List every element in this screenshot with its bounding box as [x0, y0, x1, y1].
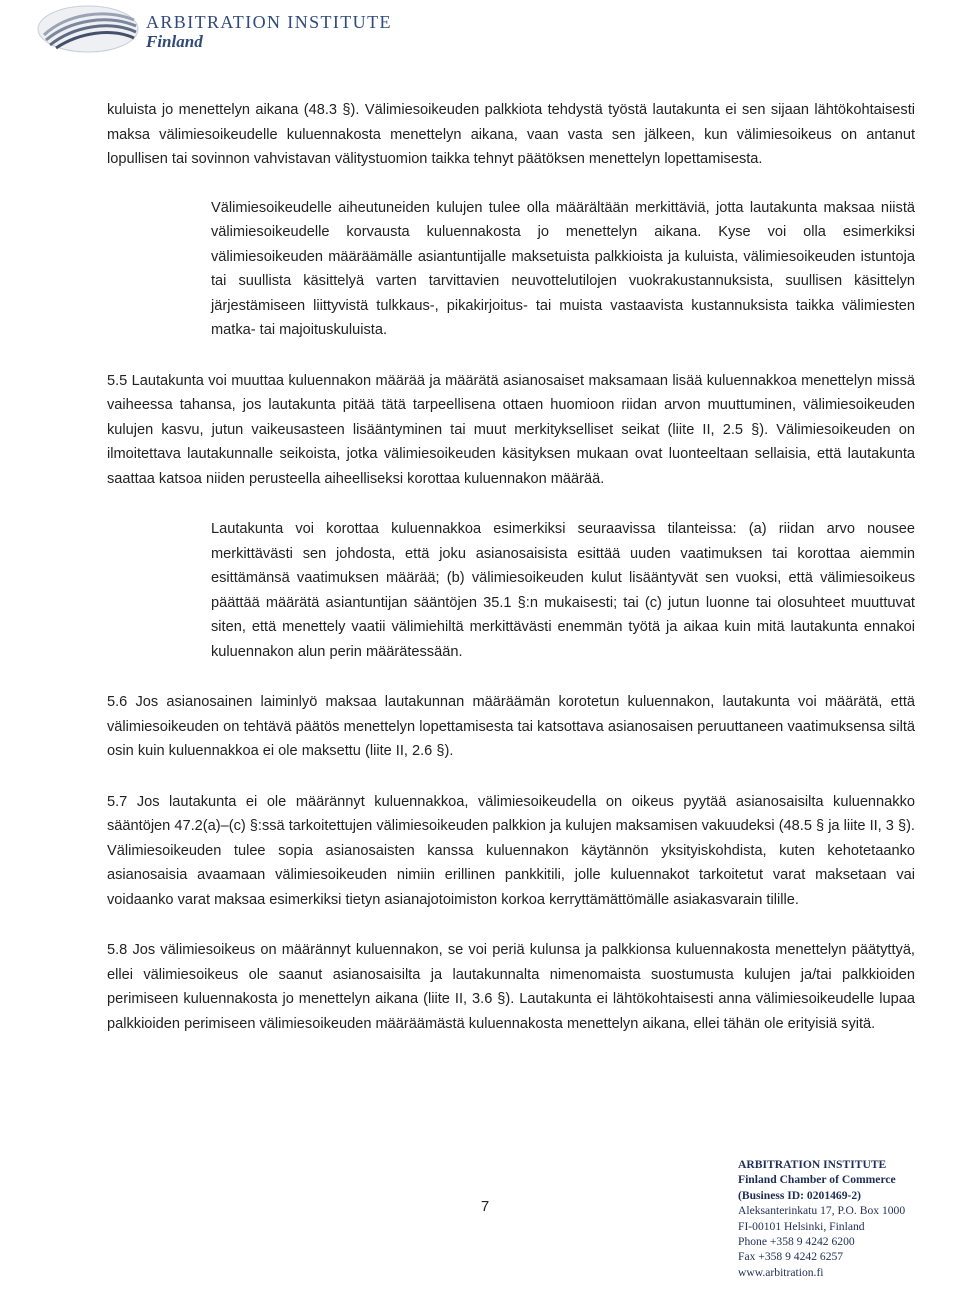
paragraph-5-8: 5.8 Jos välimiesoikeus on määrännyt kuluennakon, se voi periä kulunsa ja palkkionsa kuluennakosta menettelyn päätyttyä, ellei välimiesoikeus ole saanut asianosaisilta ja lautakunnalta nimenomaista suostumusta kulujen ja/tai palkkioiden perimiseen kuluennakosta jo menettelyn aikana (liite II, 3.6 §). Lautakunta ei lähtökohtaisesti anna välimiesoikeudelle lupaa palkkioiden perimiseen välimiesoikeuden määräämästä kuluennakosta menettelyn aikana, ellei tähän ole erityisiä syitä. — [107, 942, 915, 1032]
footer-business-id: (Business ID: 0201469-2) — [738, 1188, 862, 1202]
document-body — [107, 98, 915, 1036]
page-header — [36, 2, 396, 58]
footer-address: Aleksanterinkatu 17, P.O. Box 1000 — [738, 1204, 906, 1218]
arbitration-institute-logo — [36, 2, 140, 56]
paragraph-5-5: 5.5 Lautakunta voi muuttaa kuluennakon määrää ja määrätä asianosaiset maksamaan lisää kuluennakkoa menettelyn missä vaiheessa tahansa, jos lautakunta pitää tätä tarpeellisena ottaen huomioon riidan arvon muuttuminen, välimiesoikeuden kulujen kasvu, jutun vaikeusasteen lisääntyminen tai muut merkitykselliset seikat (liite II, 2.5 §). Välimiesoikeuden on ilmoitettava lautakunnalle seikoista, jotka välimiesoikeuden käsityksen mukaan ovat luonteeltaan sellaisia, että lautakunta saattaa katsoa niiden perusteella aiheelliseksi korottaa kuluennakon määrää. — [107, 372, 915, 487]
paragraph-5-5-indented: Lautakunta voi korottaa kuluennakkoa esimerkiksi seuraavissa tilanteissa: (a) riidan arvo nousee merkittävästi sen johdosta, että joku asianosaisista esittää uuden vaatimuksen tai korottaa aiemmin esittämänsä vaatimuksen määrää; (b) välimiesoikeuden kulut lisääntyvät sen vuoksi, että välimiesoikeus päättää määrätä asiantuntijan sääntöjen 35.1 §:n mukaisesti; tai (c) jutun luonne tai olosuhteet muuttuvat siten, että menettely vaatii välimiehiltä merkittävästi enemmän työtä ja aikaa kuin mitä lautakunta ennakoi kuluennakon alun perin määrätessään. — [211, 521, 915, 660]
paragraph-5-6: 5.6 Jos asianosainen laiminlyö maksaa lautakunnan määräämän korotetun kuluennakon, lautakunta voi määrätä, että välimiesoikeuden on tehtävä päätös menettelyn lopettamisesta tai katsottava asianosaisen peruuttaneen vaatimuksensa siltä osin kuin kuluennakkoa ei ole maksettu (liite II, 2.6 §). — [107, 694, 915, 759]
header-org-name: ARBITRATION INSTITUTE — [146, 12, 392, 32]
footer-org-name: ARBITRATION INSTITUTE — [738, 1158, 887, 1171]
header-country: Finland — [146, 32, 203, 51]
footer-city: FI-00101 Helsinki, Finland — [738, 1219, 865, 1233]
paragraph-5-7: 5.7 Jos lautakunta ei ole määrännyt kuluennakkoa, välimiesoikeudella on oikeus pyytää asianosaisilta kuluennakko sääntöjen 47.2(a)–(c) §:ssä tarkoitettujen välimiesoikeuden palkkion ja kulujen maksamisen vakuudeksi (48.5 § ja liite II, 3 §). Välimiesoikeuden tulee sopia asianosaisten kanssa kuluennakon käytännön yksityiskohdista, kuten kehotetaanko asianosaisia avaamaan välimiesoikeuden nimiin erillinen pankkitili, jolle kuluennakot tarkoitetut varat maksetaan vai voidaanko varat maksaa esimerkiksi tietyn asianajotoimiston korkoa kerryttämättömälle asiakasvarain tilille. — [107, 793, 915, 908]
page-number: 7 — [480, 1198, 490, 1215]
footer-chamber: Finland Chamber of Commerce — [738, 1173, 896, 1187]
footer-website[interactable]: www.arbitration.fi — [738, 1265, 824, 1279]
footer-fax: Fax +358 9 4242 6257 — [738, 1250, 844, 1264]
footer-contact — [738, 1157, 938, 1280]
paragraph-2-indented: Välimiesoikeudelle aiheutuneiden kulujen tulee olla määrältään merkittäviä, jotta lautakunta maksaa niistä välimiesoikeudelle korvausta kuluennakosta jo menettelyn aikana. Kyse voi olla esimerkiksi välimiesoikeuden määräämälle asiantuntijalle maksetuista palkkioista ja kuluista, välimiesoikeuden istuntoja tai suullista käsittelyä varten tarvittavien neuvottelutilojen vuokrakustannuksista, suullisen käsittelyn järjestämiseen liittyvistä tulkkaus-, pikakirjoitus- tai muista vastaavista kustannuksista taikka välimiesten matka- tai majoituskuluista. — [211, 199, 915, 338]
footer-phone: Phone +358 9 4242 6200 — [738, 1235, 855, 1249]
paragraph-1: kuluista jo menettelyn aikana (48.3 §). Välimiesoikeuden palkkiota tehdystä työstä lautakunta ei sen sijaan lähtökohtaisesti maksa välimiesoikeudelle kuluennakosta menettelyn aikana, vaan vasta sen jälkeen, kun välimiesoikeus on antanut lopullisen tai sovinnon vahvistavan välitystuomion taikka tehnyt päätöksen menettelyn lopettamisesta. — [107, 102, 915, 167]
